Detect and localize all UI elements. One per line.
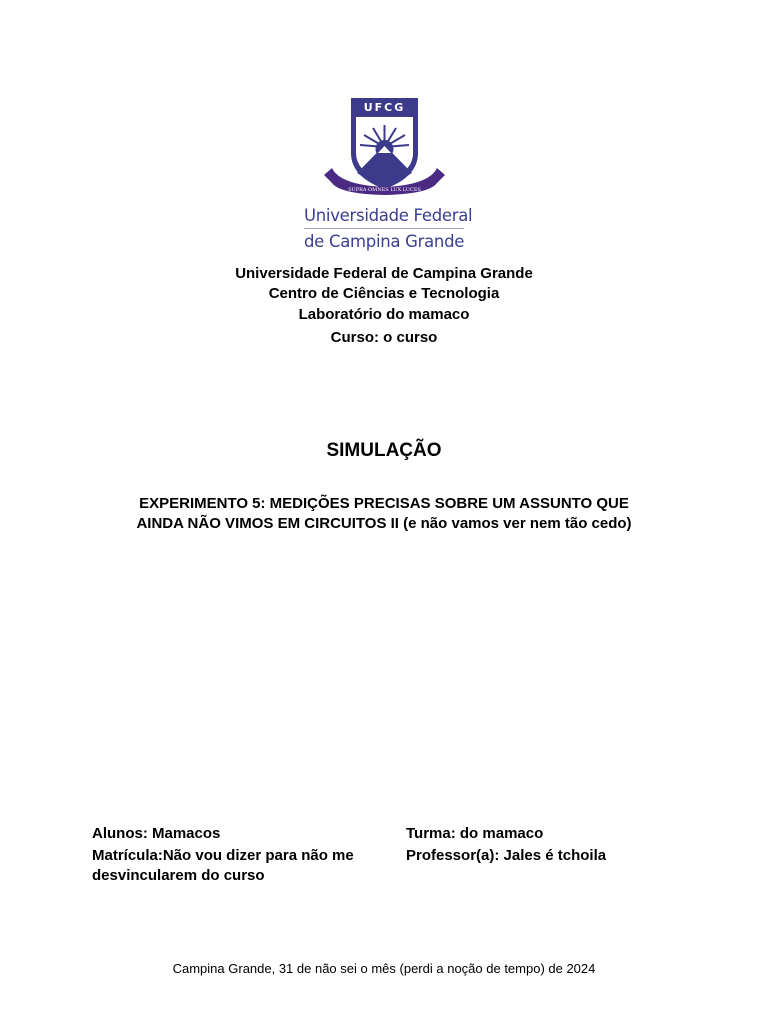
registration: Matrícula:Não vou dizer para não me desvincularem do curso xyxy=(92,847,354,884)
class-group: Turma: do mamaco xyxy=(406,825,544,842)
logo-name-line2: de Campina Grande xyxy=(304,232,465,251)
professor: Professor(a): Jales é tchoila xyxy=(406,847,607,864)
logo-divider xyxy=(304,228,464,229)
logo-motto: SUPRA OMNES LUX LUCES xyxy=(348,187,421,193)
university-name: Universidade Federal de Campina Grande xyxy=(235,265,533,282)
subtitle-line1: EXPERIMENTO 5: MEDIÇÕES PRECISAS SOBRE UM ASSUNTO QUE xyxy=(139,495,629,512)
place-date: Campina Grande, 31 de não sei o mês (perdi a noção de tempo) de 2024 xyxy=(172,961,596,976)
center-name: Centro de Ciências e Tecnologia xyxy=(268,285,500,302)
students: Alunos: Mamacos xyxy=(92,825,221,842)
ufcg-logo xyxy=(300,95,470,255)
subtitle-line2: AINDA NÃO VIMOS EM CIRCUITOS II (e não vamos ver nem tão cedo) xyxy=(136,515,632,532)
course-name: Curso: o curso xyxy=(330,329,438,346)
logo-acronym: UFCG xyxy=(363,101,406,114)
document-subtitle xyxy=(0,494,768,534)
document-title: SIMULAÇÃO xyxy=(326,440,442,461)
lab-name: Laboratório do mamaco xyxy=(298,306,470,323)
logo-name-line1: Universidade Federal xyxy=(304,206,473,225)
